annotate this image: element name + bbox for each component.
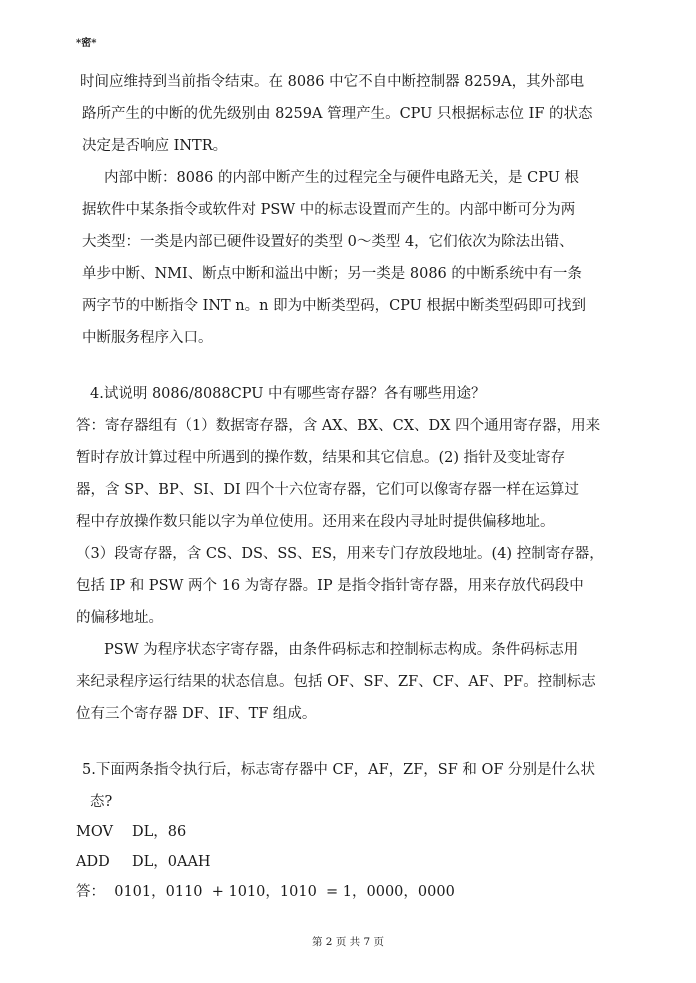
header-mark: *密* [76, 38, 97, 49]
text-line: 答：寄存器组有（1）数据寄存器，含 AX、BX、CX、DX 四个通用寄存器，用来 [76, 418, 601, 434]
text-line: 两字节的中断指令 INT n。n 即为中断类型码，CPU 根据中断类型码即可找到 [82, 298, 587, 314]
text-line: 程中存放操作数只能以字为单位使用。还用来在段内寻址时提供偏移地址。 [76, 514, 555, 530]
text-line: 中断服务程序入口。 [82, 330, 213, 346]
text-line: 来纪录程序运行结果的状态信息。包括 OF、SF、ZF、CF、AF、PF。控制标志 [76, 674, 596, 690]
text-line: 决定是否响应 INTR。 [82, 138, 228, 154]
text-line: 的偏移地址。 [76, 610, 163, 626]
question-5: 5.下面两条指令执行后，标志寄存器中 CF，AF，ZF，SF 和 OF 分别是什么状 [82, 762, 596, 778]
code-op: ADD [76, 854, 110, 870]
code-op: MOV [76, 824, 113, 840]
text-line: 路所产生的中断的优先级别由 8259A 管理产生。CPU 只根据标志位 IF 的状态 [82, 106, 593, 122]
text-line: 包括 IP 和 PSW 两个 16 为寄存器。IP 是指令指针寄存器，用来存放代码段中 [76, 578, 584, 594]
question-5-cont: 态? [90, 794, 113, 810]
text-line: 时间应维持到当前指令结束。在 8086 中它不自中断控制器 8259A，其外部电 [80, 74, 585, 90]
text-line: PSW 为程序状态字寄存器，由条件码标志和控制标志构成。条件码标志用 [104, 642, 579, 658]
text-line: 大类型：一类是内部已硬件设置好的类型 0～类型 4，它们依次为除法出错、 [82, 234, 574, 250]
code-args: DL，86 [132, 824, 187, 840]
text-line: 暂时存放计算过程中所遇到的操作数，结果和其它信息。(2) 指针及变址寄存 [76, 450, 566, 466]
text-line: 器，含 SP、BP、SI、DI 四个十六位寄存器，它们可以像寄存器一样在运算过 [76, 482, 579, 498]
page-footer: 第 2 页 共 7 页 [311, 936, 385, 948]
answer-5: 答： 0101，0110 + 1010，1010 = 1，0000，0000 [76, 884, 455, 900]
text-line: 位有三个寄存器 DF、IF、TF 组成。 [76, 706, 317, 722]
text-line: 内部中断：8086 的内部中断产生的过程完全与硬件电路无关，是 CPU 根 [104, 170, 580, 186]
text-line: 据软件中某条指令或软件对 PSW 中的标志设置而产生的。内部中断可分为两 [82, 202, 576, 218]
code-args: DL，0AAH [132, 854, 211, 870]
text-line: 单步中断、NMI、断点中断和溢出中断；另一类是 8086 的中断系统中有一条 [82, 266, 582, 282]
text-line: （3）段寄存器，含 CS、DS、SS、ES，用来专门存放段地址。(4) 控制寄存器， [76, 546, 604, 562]
question-4: 4.试说明 8086/8088CPU 中有哪些寄存器？各有哪些用途？ [90, 386, 486, 402]
